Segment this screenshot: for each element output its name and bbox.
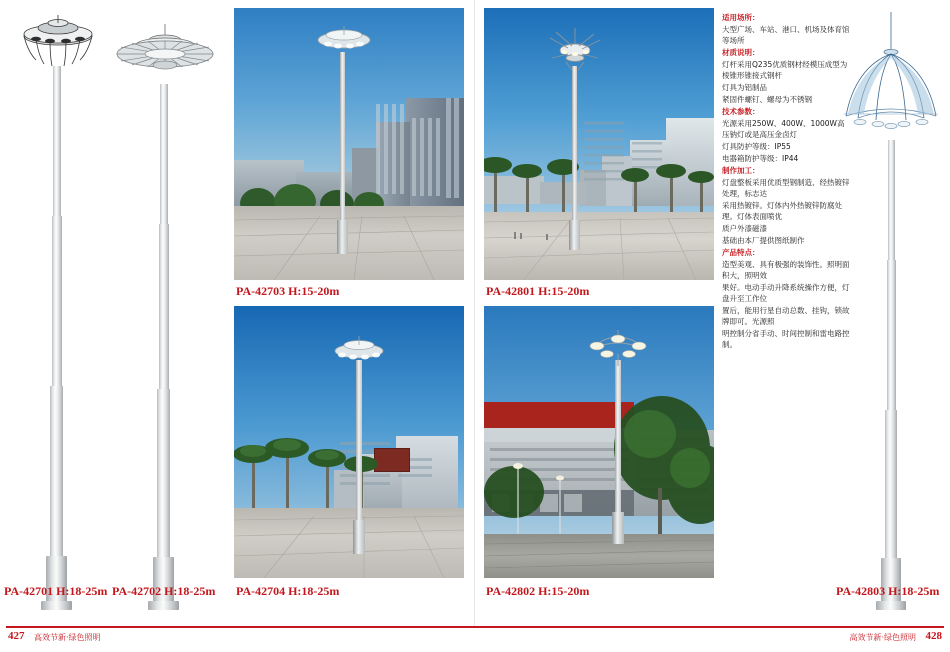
spec-feature-2: 果好。电动手动升降系统操作方便，灯盘升至工作位	[722, 283, 850, 303]
plaza-paving	[234, 206, 464, 280]
photo-pa42704	[234, 306, 464, 578]
photo-pa42801	[484, 8, 714, 280]
caption-pa42802: PA-42802 H:15-20m	[486, 584, 590, 598]
spec-feature-3: 置后，能用行星自动总数、挂钩，锁故牌即可。光源照	[722, 306, 850, 326]
page-number-right: 428	[925, 630, 942, 642]
spec-material-1: 灯杆采用Q235优质钢材经模压成型为棱锥形锥接式钢杆	[722, 60, 848, 80]
spec-title-features: 产品特点：	[722, 248, 760, 257]
specification-text	[722, 12, 850, 351]
page-spine	[474, 0, 475, 626]
spec-application-body: 大型广场、车站、港口、机场及体育馆等场所	[722, 25, 850, 45]
product-illustration-pa42702	[110, 0, 220, 616]
caption-pa42704: PA-42704 H:18-25m	[236, 584, 340, 598]
spec-feature-4: 明控制分省手动、时间控制和雷电路控制。	[722, 329, 850, 349]
lamp-head-icon	[332, 334, 386, 366]
spec-feature-1: 造型美观、具有极强的装饰性。照明面积大，照明效	[722, 260, 850, 280]
spec-fab-4: 基础由本厂提供图纸制作	[722, 236, 805, 245]
spec-title-application: 适用场所：	[722, 13, 760, 22]
lamp-head-icon	[316, 24, 372, 58]
street-lamps	[504, 444, 584, 534]
footer-tagline-right: 高效节新·绿色照明	[849, 633, 916, 642]
spec-fab-1: 灯盘整板采用优质型钢制造、经热镀锌处理，标志达	[722, 178, 850, 198]
lamp-head-icon	[588, 328, 648, 368]
page-number-left: 427	[8, 630, 25, 642]
lamp-head-icon	[838, 10, 944, 140]
lamp-head-icon	[112, 20, 218, 84]
lamp-head-icon	[16, 14, 100, 74]
palm-trees	[484, 146, 714, 216]
caption-pa42803: PA-42803 H:18-25m	[836, 584, 940, 598]
plaza-paving	[234, 508, 464, 578]
spec-fab-3: 质户外漆磁漆	[722, 224, 767, 233]
spec-title-fabrication: 制作加工：	[722, 166, 760, 175]
footer-rule	[6, 626, 944, 628]
caption-pa42703: PA-42703 H:15-20m	[236, 284, 340, 298]
plaza-paving	[484, 534, 714, 578]
product-illustration-pa42701	[10, 0, 102, 616]
caption-pa42702: PA-42702 H:18-25m	[112, 584, 216, 598]
photo-pa42703	[234, 8, 464, 280]
spec-param-3: 电器箱防护等级：IP44	[722, 154, 799, 163]
photo-pa42802	[484, 306, 714, 578]
caption-pa42801: PA-42801 H:15-20m	[486, 284, 590, 298]
spec-title-material: 材质说明：	[722, 48, 760, 57]
lamp-head-icon	[546, 28, 604, 74]
spec-fab-2: 采用热镀锌。灯体内外热镀锌防腐处理。灯体表面喷优	[722, 201, 842, 221]
building-windows	[372, 96, 464, 208]
spec-title-parameters: 技术参数：	[722, 107, 760, 116]
footer-tagline-left: 高效节新·绿色照明	[34, 633, 101, 642]
spec-param-2: 灯具防护等级：IP55	[722, 142, 791, 151]
product-illustration-pa42803	[838, 0, 944, 616]
spec-material-2: 灯具为铝制品	[722, 83, 767, 92]
page-footer	[0, 626, 950, 652]
caption-pa42701: PA-42701 H:18-25m	[4, 584, 108, 598]
spec-material-3: 紧固件螺钉、螺母为不锈钢	[722, 95, 812, 104]
spec-param-1: 光源采用250W、400W、1000W高压钠灯或是高压金卤灯	[722, 119, 845, 139]
plaza-paving	[484, 212, 714, 280]
